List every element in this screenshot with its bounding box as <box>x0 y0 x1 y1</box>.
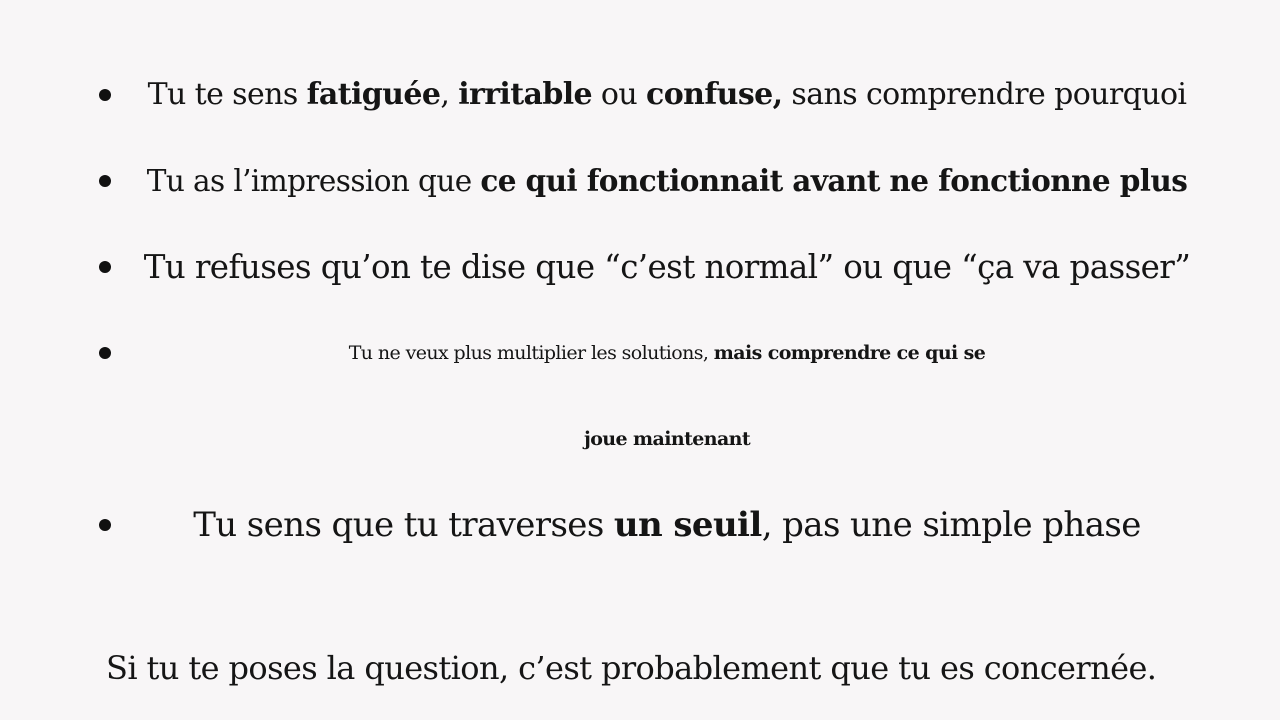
text-segment: sans comprendre pourquoi <box>782 77 1187 112</box>
bold-segment: ce qui fonctionnait avant ne fonctionne plus <box>480 163 1188 198</box>
bullet-item-tired <box>0 52 1280 138</box>
bold-segment: fatiguée <box>306 77 441 112</box>
bullet-text <box>140 482 1194 568</box>
bold-segment: joue maintenant <box>583 428 751 450</box>
text-segment: Tu ne veux plus multiplier les solutions, <box>348 342 714 364</box>
bullet-dot-icon <box>99 347 111 359</box>
bold-segment: un seuil <box>613 505 762 545</box>
bullet-text <box>140 224 1194 310</box>
bullet-item-understand <box>0 310 1280 482</box>
bullet-item-no-longer-works <box>0 138 1280 224</box>
text-segment: , <box>440 77 459 112</box>
bold-segment: irritable <box>458 77 592 112</box>
bullet-dot-icon <box>99 519 111 531</box>
text-segment: Tu te sens <box>147 77 307 112</box>
bullet-item-refuse-normal <box>0 224 1280 310</box>
bold-segment: mais comprendre ce qui se <box>713 342 986 364</box>
bullet-dot-icon <box>99 261 111 273</box>
text-segment: Tu as l’impression que <box>146 164 481 198</box>
bullet-item-threshold <box>0 482 1280 568</box>
bullet-dot-icon <box>99 175 111 187</box>
bold-segment: confuse, <box>646 77 783 112</box>
text-segment: ou <box>591 77 647 112</box>
bullet-text <box>140 310 1194 482</box>
closing-statement: Si tu te poses la question, c’est probablement que tu es concernée. <box>106 649 1157 687</box>
bullet-text <box>140 138 1194 224</box>
text-segment: Tu refuses qu’on te dise que “c’est normal” ou que “ça va passer” <box>143 248 1191 286</box>
bullet-text-line-2 <box>0 396 1280 482</box>
text-segment: , pas une simple phase <box>761 505 1141 545</box>
bullet-dot-icon <box>99 89 111 101</box>
bullet-text-line-1 <box>140 310 1194 396</box>
text-segment: Tu sens que tu traverses <box>193 505 614 545</box>
bullet-text <box>140 52 1194 138</box>
